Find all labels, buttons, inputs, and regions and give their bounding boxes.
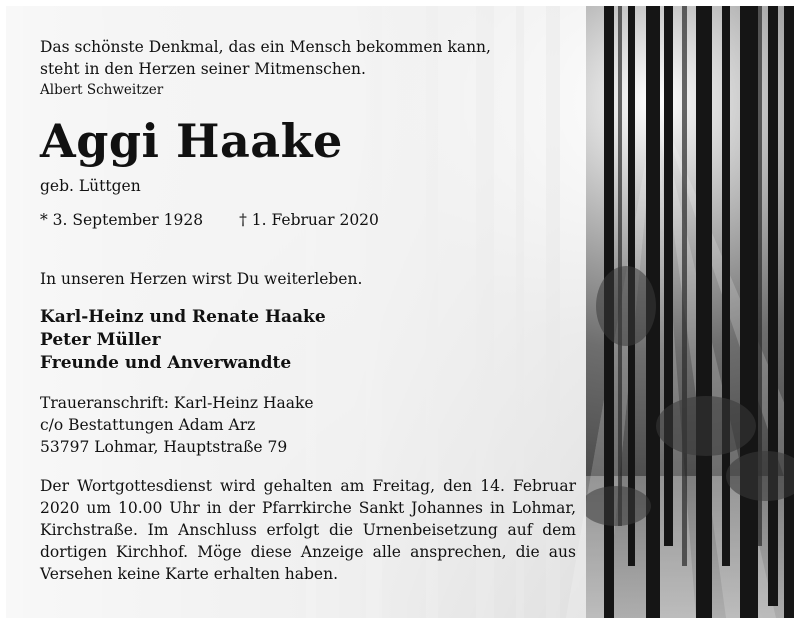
birth-date: * 3. September 1928 [40, 211, 204, 229]
obituary-notice [6, 6, 794, 618]
life-dates [40, 209, 576, 231]
quote-line: steht in den Herzen seiner Mitmenschen. [40, 60, 366, 78]
address-line: 53797 Lohmar, Hauptstraße 79 [40, 438, 288, 456]
born-name: geb. Lüttgen [40, 177, 141, 195]
mourner: Karl-Heinz und Renate Haake [40, 307, 326, 327]
service-info: Der Wortgottesdienst wird gehalten am Freitag, den 14. Februar 2020 um 10.00 Uhr in der Pfarrkirche Sankt Johannes in Lohmar, Kirchstraße. Im Anschluss erfolgt die Urnenbeisetzung auf dem dortigen Kirchhof. Möge diese Anzeige alle ansprechen, die aus Versehen keine Karte erhalten haben. [40, 477, 576, 583]
mourners-list [40, 306, 576, 375]
motto: In unseren Herzen wirst Du weiterleben. [40, 270, 363, 288]
deceased-name: Aggi Haake [40, 114, 343, 168]
quote [40, 36, 576, 80]
mourner: Peter Müller [40, 330, 161, 350]
address-line: Traueranschrift: Karl-Heinz Haake [40, 394, 314, 412]
mourning-address [40, 392, 576, 458]
notice-content [40, 36, 576, 585]
quote-author: Albert Schweitzer [40, 82, 164, 98]
address-line: c/o Bestattungen Adam Arz [40, 416, 256, 434]
mourner: Freunde und Anverwandte [40, 353, 292, 373]
death-date: † 1. Februar 2020 [239, 211, 379, 229]
quote-line: Das schönste Denkmal, das ein Mensch bekommen kann, [40, 38, 491, 56]
